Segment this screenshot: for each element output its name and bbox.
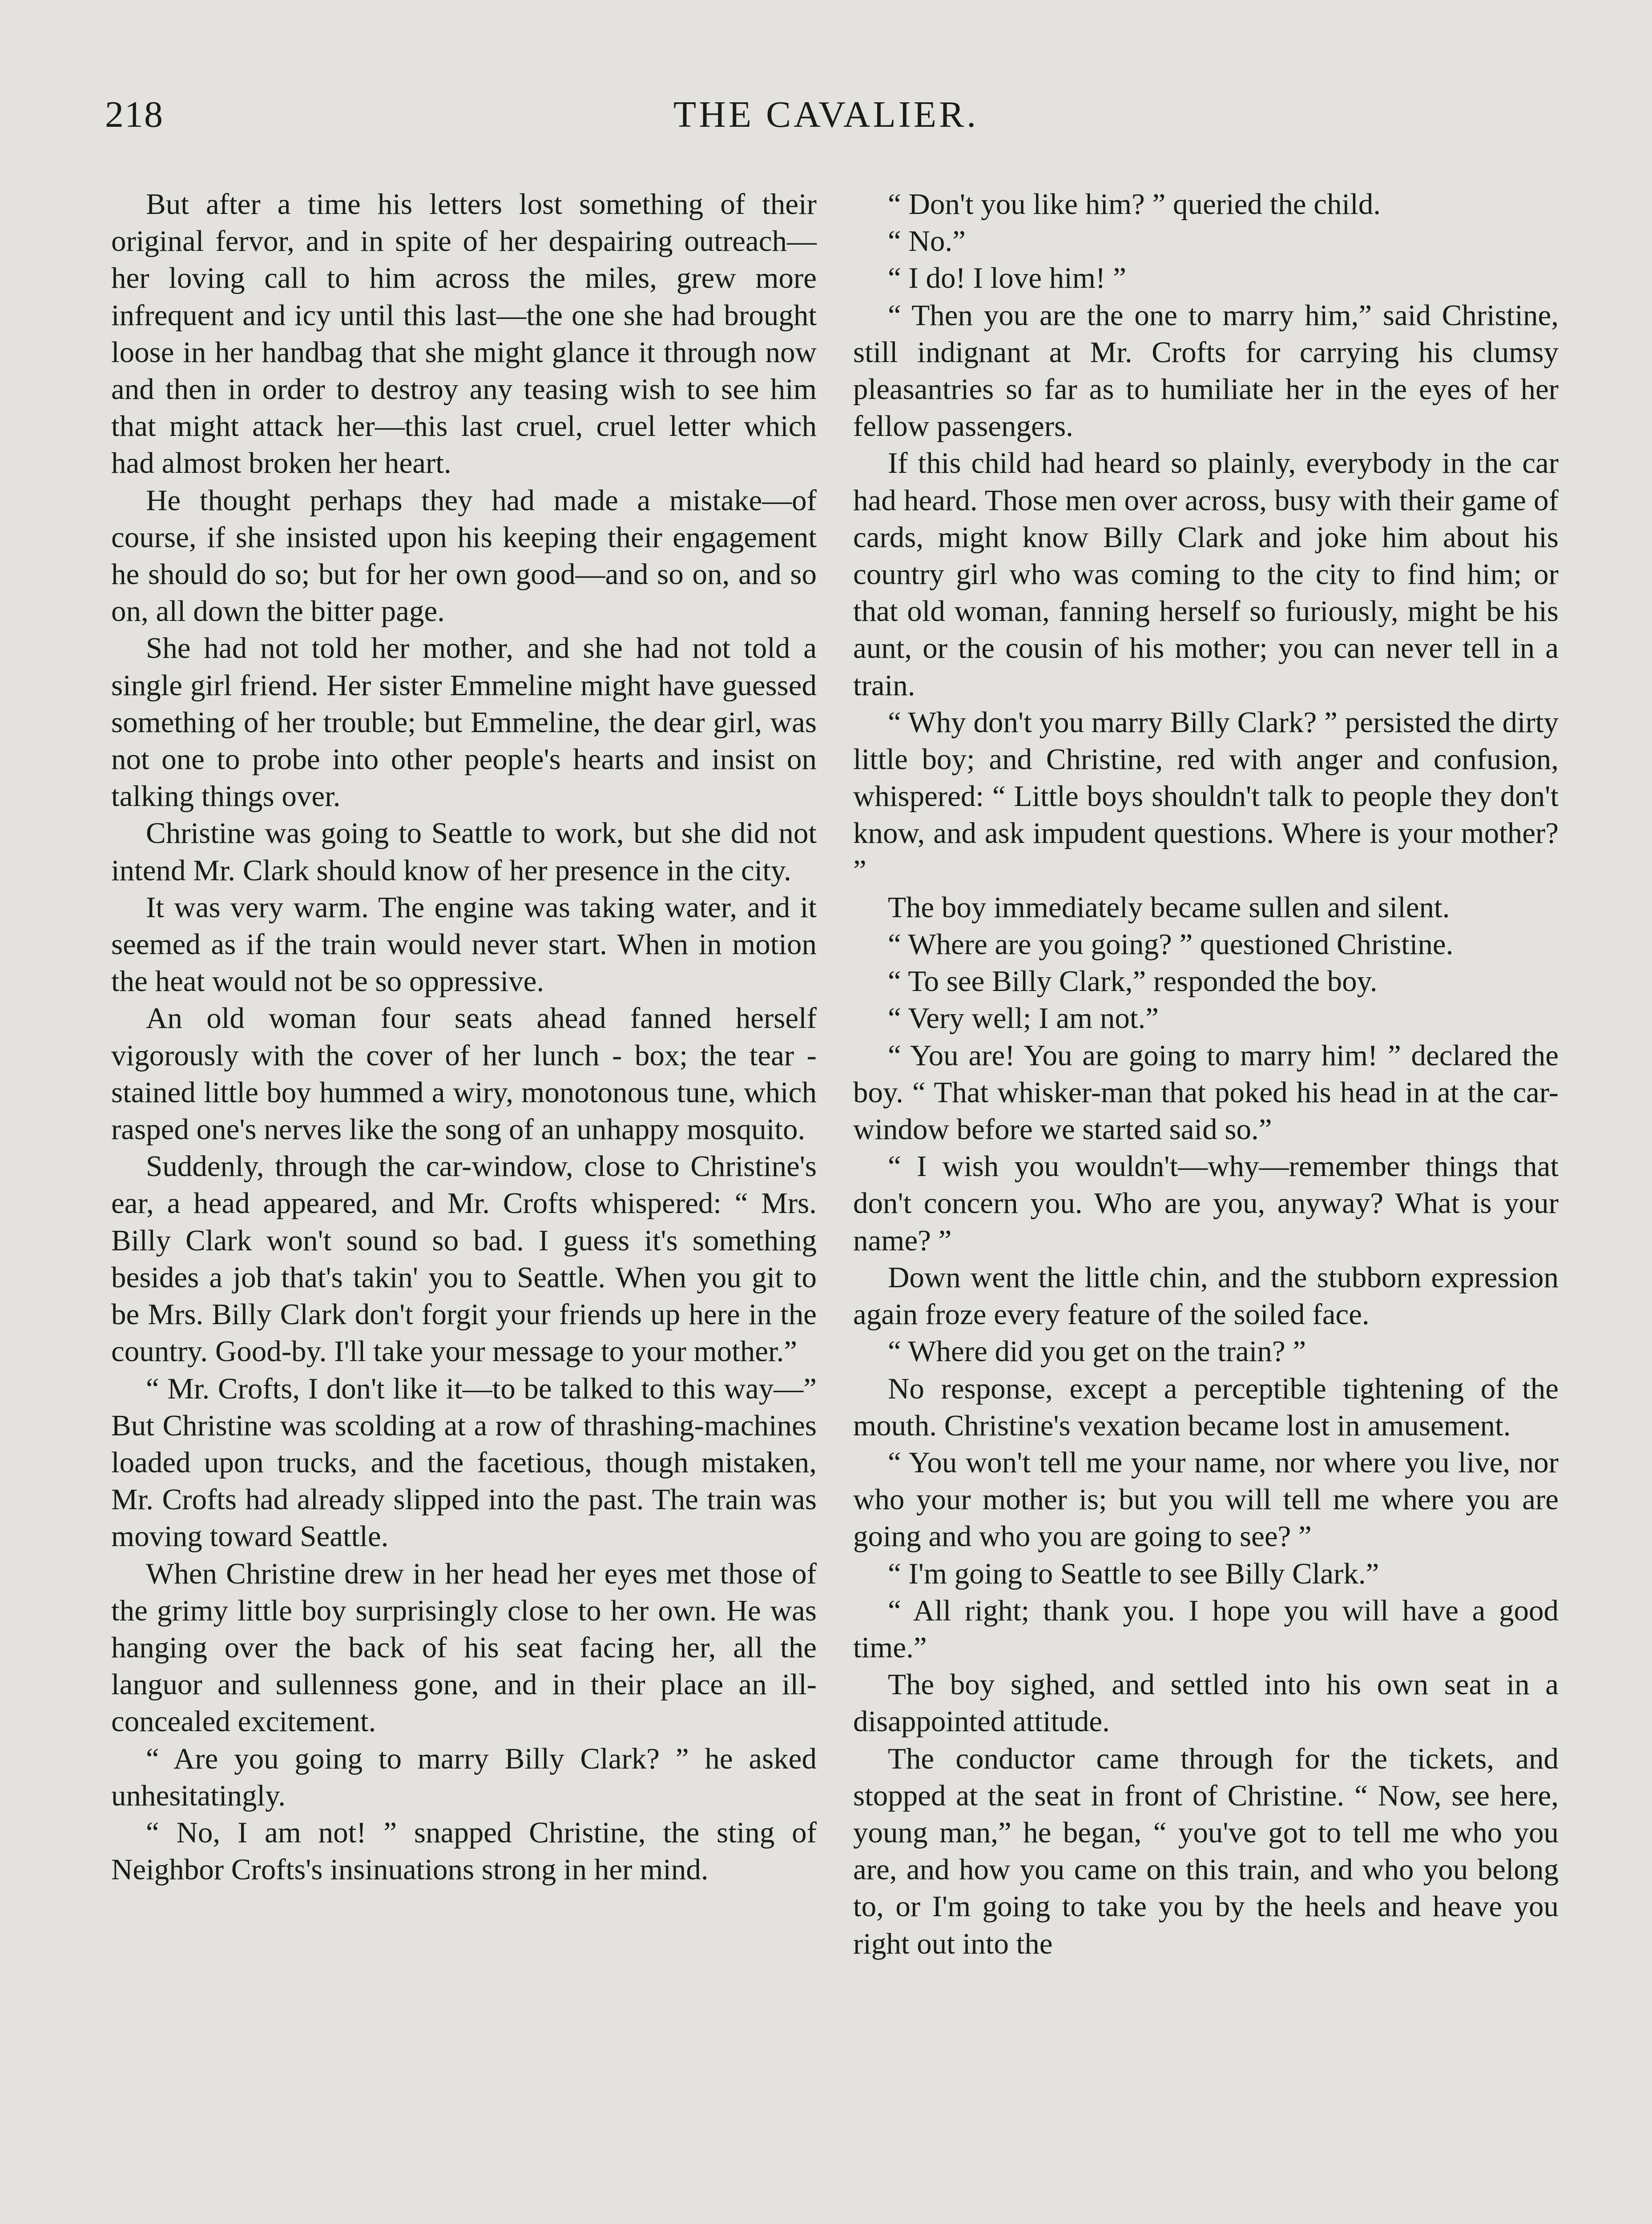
paragraph: “ No.” bbox=[888, 225, 966, 258]
paragraph: “ All right; thank you. I hope you will have a good time.” bbox=[853, 1594, 1559, 1664]
paragraph: “ Where did you get on the train? ” bbox=[888, 1335, 1306, 1368]
paragraph: Christine was going to Seattle to work, but she did not intend Mr. Clark should know of her presence in the city. bbox=[111, 817, 817, 887]
paragraph: The boy immediately became sullen and silent. bbox=[888, 890, 1450, 924]
paragraph: “ You won't tell me your name, nor where you live, nor who your mother is; but you will tell me where you are going and who you are going to see? ” bbox=[853, 1446, 1559, 1553]
running-title: THE CAVALIER. bbox=[673, 94, 979, 135]
paragraph: “ To see Billy Clark,” responded the boy. bbox=[888, 965, 1378, 998]
paragraph: “ Why don't you marry Billy Clark? ” persisted the dirty little boy; and Christine, red with anger and confusion, whispered: “ Little boys shouldn't talk to people they don't know, and ask impudent questions. Where is your mother? ” bbox=[853, 705, 1559, 887]
left-column bbox=[111, 186, 817, 1888]
paragraph: “ Are you going to marry Billy Clark? ” he asked unhesitatingly. bbox=[111, 1742, 817, 1812]
paragraph: Down went the little chin, and the stubborn expression again froze every feature of the soiled face. bbox=[853, 1261, 1559, 1331]
paragraph: “ Mr. Crofts, I don't like it—to be talked to this way—” But Christine was scolding at a row of thrashing-machines loaded upon trucks, and the facetious, though mistaken, Mr. Crofts had already slipped into the past. The train was moving toward Seattle. bbox=[111, 1372, 817, 1553]
paragraph: “ Very well; I am not.” bbox=[888, 1002, 1159, 1035]
paragraph: The conductor came through for the tickets, and stopped at the seat in front of Christine. “ Now, see here, young man,” he began, “ you've got to tell me who you are, and how you came on this train, and who you belong to, or I'm going to take you by the heels and heave you right out into the bbox=[853, 1742, 1559, 1960]
paragraph: No response, except a perceptible tightening of the mouth. Christine's vexation became lost in amusement. bbox=[853, 1372, 1559, 1442]
paragraph: “ I do! I love him! ” bbox=[888, 262, 1126, 295]
page-number: 218 bbox=[105, 94, 164, 135]
paragraph: It was very warm. The engine was taking water, and it seemed as if the train would never start. When in motion the heat would not be so oppressive. bbox=[111, 890, 817, 998]
paragraph: “ No, I am not! ” snapped Christine, the sting of Neighbor Crofts's insinuations strong in her mind. bbox=[111, 1816, 817, 1886]
paragraph: Suddenly, through the car-window, close to Christine's ear, a head appeared, and Mr. Crofts whispered: “ Mrs. Billy Clark won't sound so bad. I guess it's something besides a job that's takin' you to Seattle. When you git to be Mrs. Billy Clark don't forgit your friends up here in the country. Good-by. I'll take your message to your mother.” bbox=[111, 1150, 817, 1368]
paragraph: “ Then you are the one to marry him,” said Christine, still indignant at Mr. Crofts for carrying his clumsy pleasantries so far as to humiliate her in the eyes of her fellow passengers. bbox=[853, 298, 1559, 443]
paragraph: “ I'm going to Seattle to see Billy Clark.” bbox=[888, 1557, 1379, 1590]
paragraph: An old woman four seats ahead fanned herself vigorously with the cover of her lunch - box; the tear - stained little boy hummed a wiry, monotonous tune, which rasped one's nerves like the song of an unhappy mosquito. bbox=[111, 1002, 817, 1146]
paragraph: “ I wish you wouldn't—why—remember things that don't concern you. Who are you, anyway? What is your name? ” bbox=[853, 1150, 1559, 1257]
paragraph: He thought perhaps they had made a mistake—of course, if she insisted upon his keeping their engagement he should do so; but for her own good—and so on, and so on, all down the bitter page. bbox=[111, 483, 817, 628]
right-column bbox=[853, 186, 1559, 1962]
paragraph: If this child had heard so plainly, everybody in the car had heard. Those men over across, busy with their game of cards, might know Billy Clark and joke him about his country girl who was coming to the city to find him; or that old woman, fanning herself so furiously, might be his aunt, or the cousin of his mother; you can never tell in a train. bbox=[853, 447, 1559, 702]
paragraph: When Christine drew in her head her eyes met those of the grimy little boy surprisingly close to her own. He was hanging over the back of his seat facing her, all the languor and sullenness gone, and in their place an ill-concealed excitement. bbox=[111, 1557, 817, 1738]
paragraph: She had not told her mother, and she had not told a single girl friend. Her sister Emmeline might have guessed something of her trouble; but Emmeline, the dear girl, was not one to probe into other people's hearts and insist on talking things over. bbox=[111, 632, 817, 813]
paragraph: “ Where are you going? ” questioned Christine. bbox=[888, 928, 1454, 961]
paragraph: “ Don't you like him? ” queried the child. bbox=[888, 188, 1381, 221]
paragraph: But after a time his letters lost something of their original fervor, and in spite of her despairing outreach—her loving call to him across the miles, grew more infrequent and icy until this last—the one she had brought loose in her handbag that she might glance it through now and then in order to destroy any teasing wish to see him that might attack her—this last cruel, cruel letter which had almost broken her heart. bbox=[111, 188, 817, 480]
paragraph: “ You are! You are going to marry him! ” declared the boy. “ That whisker-man that poked his head in at the car-window before we started said so.” bbox=[853, 1039, 1559, 1146]
paragraph: The boy sighed, and settled into his own seat in a disappointed attitude. bbox=[853, 1668, 1559, 1738]
